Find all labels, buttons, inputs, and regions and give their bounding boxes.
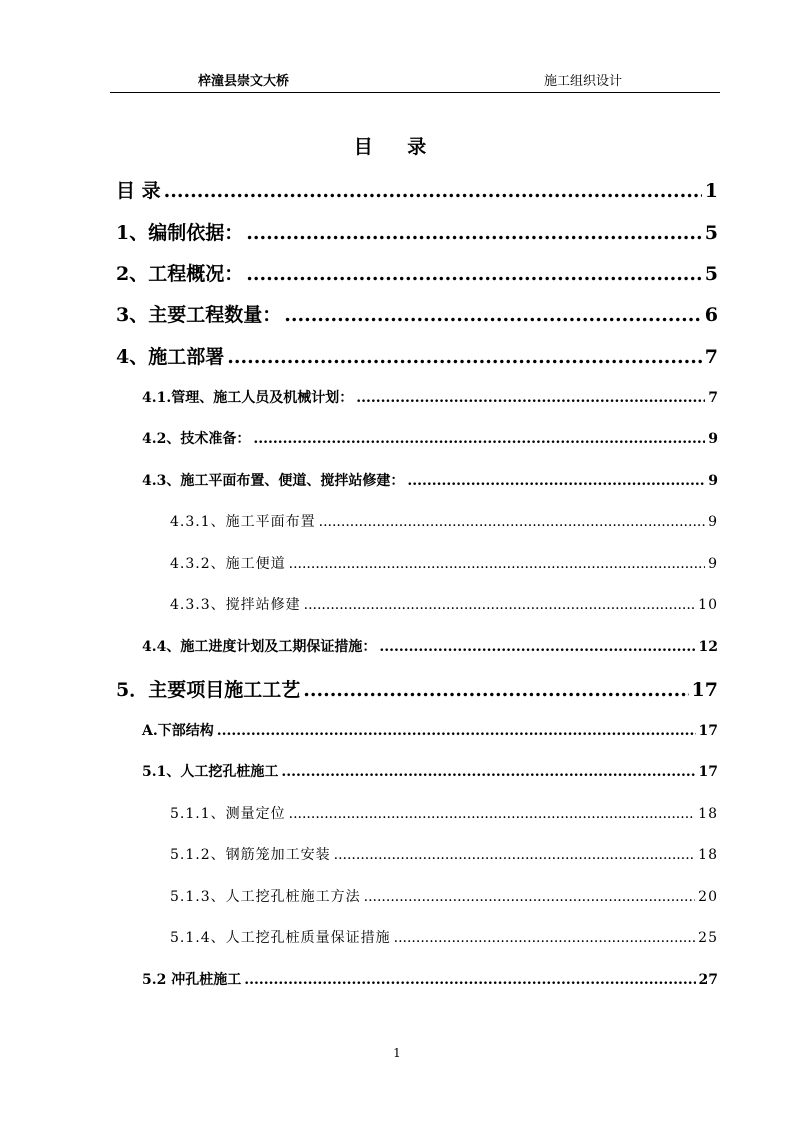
toc-leader-dots <box>281 764 695 780</box>
toc-entry[interactable] <box>170 886 718 906</box>
header-project-name: 梓潼县崇文大桥 <box>198 74 290 89</box>
toc-leader-dots <box>164 180 702 202</box>
toc-entry-page: 9 <box>708 473 718 489</box>
toc-leader-dots <box>289 806 696 822</box>
toc-leader-dots <box>303 679 688 701</box>
toc-leader-dots <box>246 222 702 244</box>
toc-entry-label: 4.3.3、搅拌站修建 <box>170 597 301 613</box>
toc-entry-page: 25 <box>698 930 718 946</box>
toc-entry[interactable] <box>170 594 718 614</box>
toc-entry[interactable] <box>116 176 718 203</box>
toc-entry[interactable] <box>142 969 718 989</box>
toc-entry-page: 7 <box>704 346 718 368</box>
toc-leader-dots <box>227 346 702 368</box>
toc-entry[interactable] <box>142 428 718 448</box>
toc-entry-page: 9 <box>708 514 718 530</box>
toc-entry[interactable] <box>142 720 718 740</box>
toc-entry[interactable] <box>170 927 718 947</box>
toc-entry-page: 12 <box>698 639 718 655</box>
page-number: 1 <box>393 1046 401 1060</box>
toc-entry-page: 9 <box>708 431 718 447</box>
toc-entry-label: 4、施工部署 <box>116 346 225 368</box>
toc-entry[interactable] <box>142 470 718 490</box>
toc-entry-label: 4.1.管理、施工人员及机械计划： <box>142 390 354 406</box>
toc-entry-label: 4.3.2、施工便道 <box>170 556 286 572</box>
toc-entry-page: 17 <box>698 764 718 780</box>
toc-leader-dots <box>253 431 705 447</box>
toc-entry-page: 5 <box>704 263 718 285</box>
toc-entry-label: 4.2、技术准备： <box>142 431 251 447</box>
toc-entry-label: 5.1.4、人工挖孔桩质量保证措施 <box>170 930 391 946</box>
toc-entry[interactable] <box>116 259 718 286</box>
toc-entry-page: 10 <box>698 597 718 613</box>
header-document-type: 施工组织设计 <box>544 74 623 89</box>
toc-leader-dots <box>284 304 702 326</box>
toc-entry-page: 7 <box>708 390 718 406</box>
toc-entry-label: 目 录 <box>116 180 161 202</box>
toc-leader-dots <box>217 723 696 739</box>
toc-entry-page: 17 <box>691 679 718 701</box>
page-header <box>110 70 720 93</box>
toc-entry[interactable] <box>116 218 718 245</box>
toc-entry-label: 4.3、施工平面布置、便道、搅拌站修建： <box>142 473 405 489</box>
toc-entry[interactable] <box>170 511 718 531</box>
toc-leader-dots <box>289 556 705 572</box>
toc-entry-page: 17 <box>698 723 718 739</box>
toc-entry[interactable] <box>142 387 718 407</box>
toc-entry[interactable] <box>170 844 718 864</box>
toc-entry-label: 2、工程概况： <box>116 263 244 285</box>
toc-entry-label: A.下部结构 <box>142 723 214 739</box>
toc-entry[interactable] <box>142 636 718 656</box>
toc-entry-label: 5.1.1、测量定位 <box>170 806 286 822</box>
toc-leader-dots <box>356 390 705 406</box>
toc-leader-dots <box>407 473 705 489</box>
toc-entry-label: 5.1.3、人工挖孔桩施工方法 <box>170 889 361 905</box>
toc-leader-dots <box>246 263 702 285</box>
toc-entry[interactable] <box>116 342 718 369</box>
toc-entry-label: 1、编制依据： <box>116 222 244 244</box>
toc-entry-label: 4.3.1、施工平面布置 <box>170 514 316 530</box>
toc-entry[interactable] <box>116 300 718 327</box>
toc-entry[interactable] <box>116 675 718 702</box>
toc-entry[interactable] <box>170 803 718 823</box>
toc-leader-dots <box>304 597 696 613</box>
toc-entry-page: 5 <box>704 222 718 244</box>
toc-entry-page: 9 <box>708 556 718 572</box>
toc-entry[interactable] <box>170 553 718 573</box>
toc-entry-page: 27 <box>698 972 718 988</box>
toc-leader-dots <box>379 639 695 655</box>
toc-entry-label: 5．主要项目施工工艺 <box>116 679 301 701</box>
toc-entry-label: 5.2 冲孔桩施工 <box>142 972 242 988</box>
toc-entry-page: 18 <box>698 806 718 822</box>
toc-entry-label: 5.1、人工挖孔桩施工 <box>142 764 279 780</box>
toc-leader-dots <box>364 889 696 905</box>
toc-entry-label: 4.4、施工进度计划及工期保证措施： <box>142 639 377 655</box>
toc-entry-page: 1 <box>704 180 718 202</box>
toc-entry[interactable] <box>142 761 718 781</box>
toc-leader-dots <box>334 847 696 863</box>
toc-leader-dots <box>319 514 705 530</box>
toc-entry-page: 6 <box>704 304 718 326</box>
toc-entry-page: 20 <box>698 889 718 905</box>
toc-entry-label: 3、主要工程数量： <box>116 304 282 326</box>
toc-leader-dots <box>394 930 696 946</box>
toc-entry-label: 5.1.2、钢筋笼加工安装 <box>170 847 331 863</box>
toc-entry-page: 18 <box>698 847 718 863</box>
toc-title: 目 录 <box>353 136 441 158</box>
toc-leader-dots <box>244 972 695 988</box>
